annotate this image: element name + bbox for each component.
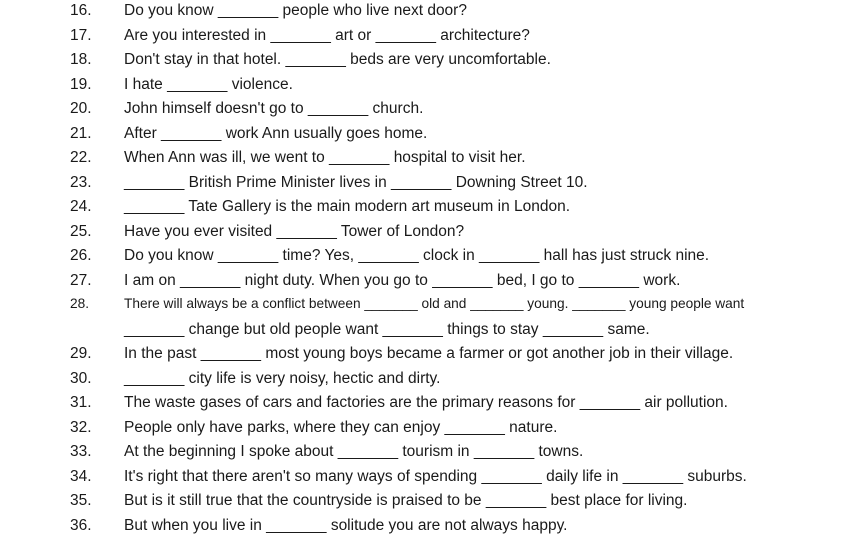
sentence-text: Do you know _______ people who live next door? bbox=[124, 2, 467, 19]
item-number: 29. bbox=[70, 345, 92, 362]
sentence-text: I hate _______ violence. bbox=[124, 75, 293, 93]
exercise-line-24 bbox=[0, 195, 854, 219]
exercise-line-35 bbox=[0, 489, 854, 513]
item-number: 18. bbox=[70, 51, 92, 68]
exercise-line-22 bbox=[0, 146, 854, 170]
item-number: 25. bbox=[70, 222, 92, 240]
item-number: 20. bbox=[70, 100, 92, 117]
item-number: 22. bbox=[70, 149, 92, 166]
sentence-text: At the beginning I spoke about _______ tourism in _______ towns. bbox=[124, 443, 584, 460]
exercise-line-19 bbox=[0, 73, 854, 97]
exercise-line-29 bbox=[0, 342, 854, 366]
item-number: 32. bbox=[70, 418, 92, 436]
sentence-text: John himself doesn't go to _______ church. bbox=[124, 100, 424, 117]
item-number: 21. bbox=[70, 124, 92, 142]
sentence-text: _______ Tate Gallery is the main modern art museum in London. bbox=[124, 198, 571, 215]
sentence-text: Do you know _______ time? Yes, _______ clock in _______ hall has just struck nine. bbox=[124, 247, 710, 264]
item-number: 36. bbox=[70, 516, 92, 534]
item-number: 16. bbox=[70, 2, 92, 19]
item-number: 30. bbox=[70, 369, 92, 387]
exercise-line-17 bbox=[0, 24, 854, 48]
item-number: 23. bbox=[70, 173, 92, 191]
sentence-text: After _______ work Ann usually goes home. bbox=[124, 124, 428, 142]
item-number: 24. bbox=[70, 198, 92, 215]
exercise-line-16 bbox=[0, 0, 854, 23]
sentence-text: But when you live in _______ solitude you are not always happy. bbox=[124, 516, 568, 534]
exercise-line-28-continued bbox=[0, 318, 854, 342]
item-number: 27. bbox=[70, 271, 92, 289]
exercise-line-30 bbox=[0, 367, 854, 391]
sentence-text: _______ British Prime Minister lives in _______ Downing Street 10. bbox=[124, 173, 588, 191]
exercise-line-20 bbox=[0, 97, 854, 121]
sentence-text: The waste gases of cars and factories are the primary reasons for _______ air pollution. bbox=[124, 394, 728, 411]
exercise-line-18 bbox=[0, 48, 854, 72]
item-number: 31. bbox=[70, 394, 92, 411]
exercise-line-25 bbox=[0, 220, 854, 244]
sentence-text: I am on _______ night duty. When you go to _______ bed, I go to _______ work. bbox=[124, 271, 681, 289]
exercise-line-28 bbox=[0, 292, 854, 316]
sentence-text: Don't stay in that hotel. _______ beds are very uncomfortable. bbox=[124, 51, 551, 68]
item-number: 19. bbox=[70, 75, 92, 93]
item-number: 34. bbox=[70, 467, 92, 485]
sentence-text: But is it still true that the countryside is praised to be _______ best place for living. bbox=[124, 492, 688, 509]
exercise-line-33 bbox=[0, 440, 854, 464]
item-number: 28. bbox=[70, 296, 90, 311]
exercise-line-27 bbox=[0, 269, 854, 293]
item-number: 33. bbox=[70, 443, 92, 460]
sentence-text: Have you ever visited _______ Tower of London? bbox=[124, 222, 465, 240]
sentence-text: _______ city life is very noisy, hectic and dirty. bbox=[124, 369, 441, 387]
item-number: 26. bbox=[70, 247, 92, 264]
exercise-line-23 bbox=[0, 171, 854, 195]
sentence-text: Are you interested in _______ art or _______ architecture? bbox=[124, 26, 530, 44]
sentence-text: There will always be a conflict between _______ old and _______ young. _______ young people want bbox=[124, 296, 745, 311]
sentence-text: It's right that there aren't so many ways of spending _______ daily life in _______ suburbs. bbox=[124, 467, 747, 485]
exercise-line-26 bbox=[0, 244, 854, 268]
sentence-text: When Ann was ill, we went to _______ hospital to visit her. bbox=[124, 149, 526, 166]
exercise-line-32 bbox=[0, 416, 854, 440]
item-number: 17. bbox=[70, 26, 92, 44]
exercise-line-31 bbox=[0, 391, 854, 415]
exercise-line-36 bbox=[0, 514, 854, 538]
item-number: 35. bbox=[70, 492, 92, 509]
exercise-line-34 bbox=[0, 465, 854, 489]
sentence-text: In the past _______ most young boys became a farmer or got another job in their village. bbox=[124, 345, 734, 362]
sentence-text: _______ change but old people want _______ things to stay _______ same. bbox=[124, 320, 650, 338]
exercise-line-21 bbox=[0, 122, 854, 146]
sentence-text: People only have parks, where they can enjoy _______ nature. bbox=[124, 418, 558, 436]
